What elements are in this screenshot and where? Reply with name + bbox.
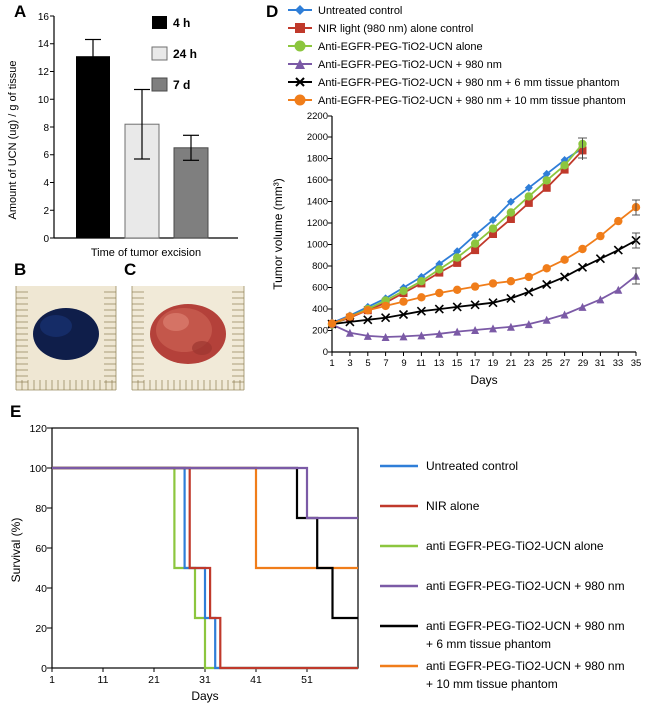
panel-d-chart xyxy=(258,0,652,400)
svg-text:9: 9 xyxy=(401,358,407,369)
svg-text:0: 0 xyxy=(41,663,47,675)
svg-text:41: 41 xyxy=(250,674,262,686)
panel-e-legend xyxy=(380,459,625,691)
panel-a-legend xyxy=(152,16,197,92)
panel-a-chart xyxy=(0,0,258,262)
svg-text:17: 17 xyxy=(469,358,481,369)
svg-text:1: 1 xyxy=(49,674,55,686)
legend-e-2: NIR alone xyxy=(426,499,480,513)
svg-text:2: 2 xyxy=(43,206,49,217)
panel-b-letter: B xyxy=(14,260,27,279)
panel-b xyxy=(6,262,126,402)
panel-d-letter: D xyxy=(266,2,279,21)
svg-text:1000: 1000 xyxy=(306,239,328,251)
legend-d-4: Anti-EGFR-PEG-TiO2-UCN + 980 nm xyxy=(318,59,502,71)
svg-text:400: 400 xyxy=(312,304,328,315)
panel-d-ylabel: Tumor volume (mm³) xyxy=(271,178,285,290)
svg-text:60: 60 xyxy=(35,543,47,555)
svg-text:800: 800 xyxy=(312,261,328,272)
panel-a-xlabel: Time of tumor excision xyxy=(90,247,202,259)
svg-text:20: 20 xyxy=(35,623,47,635)
panel-e-xlabel: Days xyxy=(191,689,219,703)
panel-c-image xyxy=(124,262,254,402)
svg-text:21: 21 xyxy=(148,674,160,686)
legend-label-7d: 7 d xyxy=(173,78,191,92)
svg-text:12: 12 xyxy=(37,67,49,78)
panel-a xyxy=(0,0,258,262)
legend-e-6-line2: + 10 mm tissue phantom xyxy=(426,677,558,691)
panel-e-letter: E xyxy=(10,402,22,421)
svg-text:6: 6 xyxy=(43,150,49,161)
svg-text:15: 15 xyxy=(451,358,463,369)
svg-text:27: 27 xyxy=(559,358,571,369)
svg-text:120: 120 xyxy=(29,423,47,435)
svg-text:19: 19 xyxy=(487,358,499,369)
svg-text:21: 21 xyxy=(505,358,517,369)
legend-label-4h: 4 h xyxy=(173,16,191,30)
svg-text:33: 33 xyxy=(612,358,624,369)
svg-text:10: 10 xyxy=(37,95,49,106)
svg-text:2000: 2000 xyxy=(306,132,328,143)
svg-text:2200: 2200 xyxy=(306,111,328,122)
legend-e-5-line1: anti EGFR-PEG-TiO2-UCN + 980 nm xyxy=(426,619,625,633)
svg-text:29: 29 xyxy=(577,358,589,369)
panel-e-chart xyxy=(0,400,652,708)
bar-4h xyxy=(76,56,110,238)
svg-text:25: 25 xyxy=(541,358,553,369)
svg-text:35: 35 xyxy=(630,358,642,369)
svg-text:5: 5 xyxy=(365,358,371,369)
svg-text:1600: 1600 xyxy=(306,175,328,186)
svg-text:4: 4 xyxy=(43,178,49,189)
panel-d-xlabel: Days xyxy=(470,373,498,387)
legend-e-4: anti EGFR-PEG-TiO2-UCN + 980 nm xyxy=(426,579,625,593)
svg-text:16: 16 xyxy=(37,12,49,23)
svg-text:1800: 1800 xyxy=(306,153,328,165)
svg-text:80: 80 xyxy=(35,503,47,515)
legend-label-24h: 24 h xyxy=(173,47,198,61)
svg-text:8: 8 xyxy=(43,123,49,134)
svg-text:7: 7 xyxy=(383,358,389,369)
svg-text:51: 51 xyxy=(301,674,313,686)
svg-text:1400: 1400 xyxy=(306,196,328,208)
legend-d-1: Untreated control xyxy=(318,5,403,17)
svg-text:100: 100 xyxy=(29,463,47,475)
svg-text:40: 40 xyxy=(35,583,47,595)
panel-c xyxy=(124,262,254,402)
svg-text:1200: 1200 xyxy=(306,218,328,229)
svg-text:1: 1 xyxy=(329,358,335,369)
panel-d-legend xyxy=(288,5,626,107)
svg-text:11: 11 xyxy=(97,674,109,686)
svg-text:31: 31 xyxy=(594,358,606,369)
legend-e-1: Untreated control xyxy=(426,459,519,473)
legend-e-5-line2: + 6 mm tissue phantom xyxy=(426,637,552,651)
svg-text:600: 600 xyxy=(312,282,328,294)
panel-a-letter: A xyxy=(14,2,27,21)
svg-text:3: 3 xyxy=(347,358,353,369)
svg-text:23: 23 xyxy=(523,358,535,369)
panel-c-letter: C xyxy=(124,260,137,279)
legend-e-6-line1: anti EGFR-PEG-TiO2-UCN + 980 nm xyxy=(426,659,625,673)
svg-text:13: 13 xyxy=(433,358,445,369)
legend-e-3: anti EGFR-PEG-TiO2-UCN alone xyxy=(426,539,604,553)
panel-b-image xyxy=(6,262,126,402)
svg-text:14: 14 xyxy=(37,39,49,50)
svg-text:200: 200 xyxy=(312,325,328,337)
legend-d-6: Anti-EGFR-PEG-TiO2-UCN + 980 nm + 10 mm tissue phantom xyxy=(318,95,626,107)
svg-text:31: 31 xyxy=(199,674,211,686)
legend-d-5: Anti-EGFR-PEG-TiO2-UCN + 980 nm + 6 mm tissue phantom xyxy=(318,77,620,89)
legend-d-3: Anti-EGFR-PEG-TiO2-UCN alone xyxy=(318,41,483,53)
panel-e xyxy=(0,400,652,708)
panel-d xyxy=(258,0,652,400)
bar-7d xyxy=(174,148,208,238)
panel-a-ylabel: Amount of UCN (ug) / g of tissue xyxy=(7,60,19,220)
svg-text:0: 0 xyxy=(43,234,49,245)
svg-text:11: 11 xyxy=(416,358,426,369)
legend-d-2: NIR light (980 nm) alone control xyxy=(318,23,474,35)
svg-text:0: 0 xyxy=(322,347,328,358)
panel-e-ylabel: Survival (%) xyxy=(9,517,23,583)
